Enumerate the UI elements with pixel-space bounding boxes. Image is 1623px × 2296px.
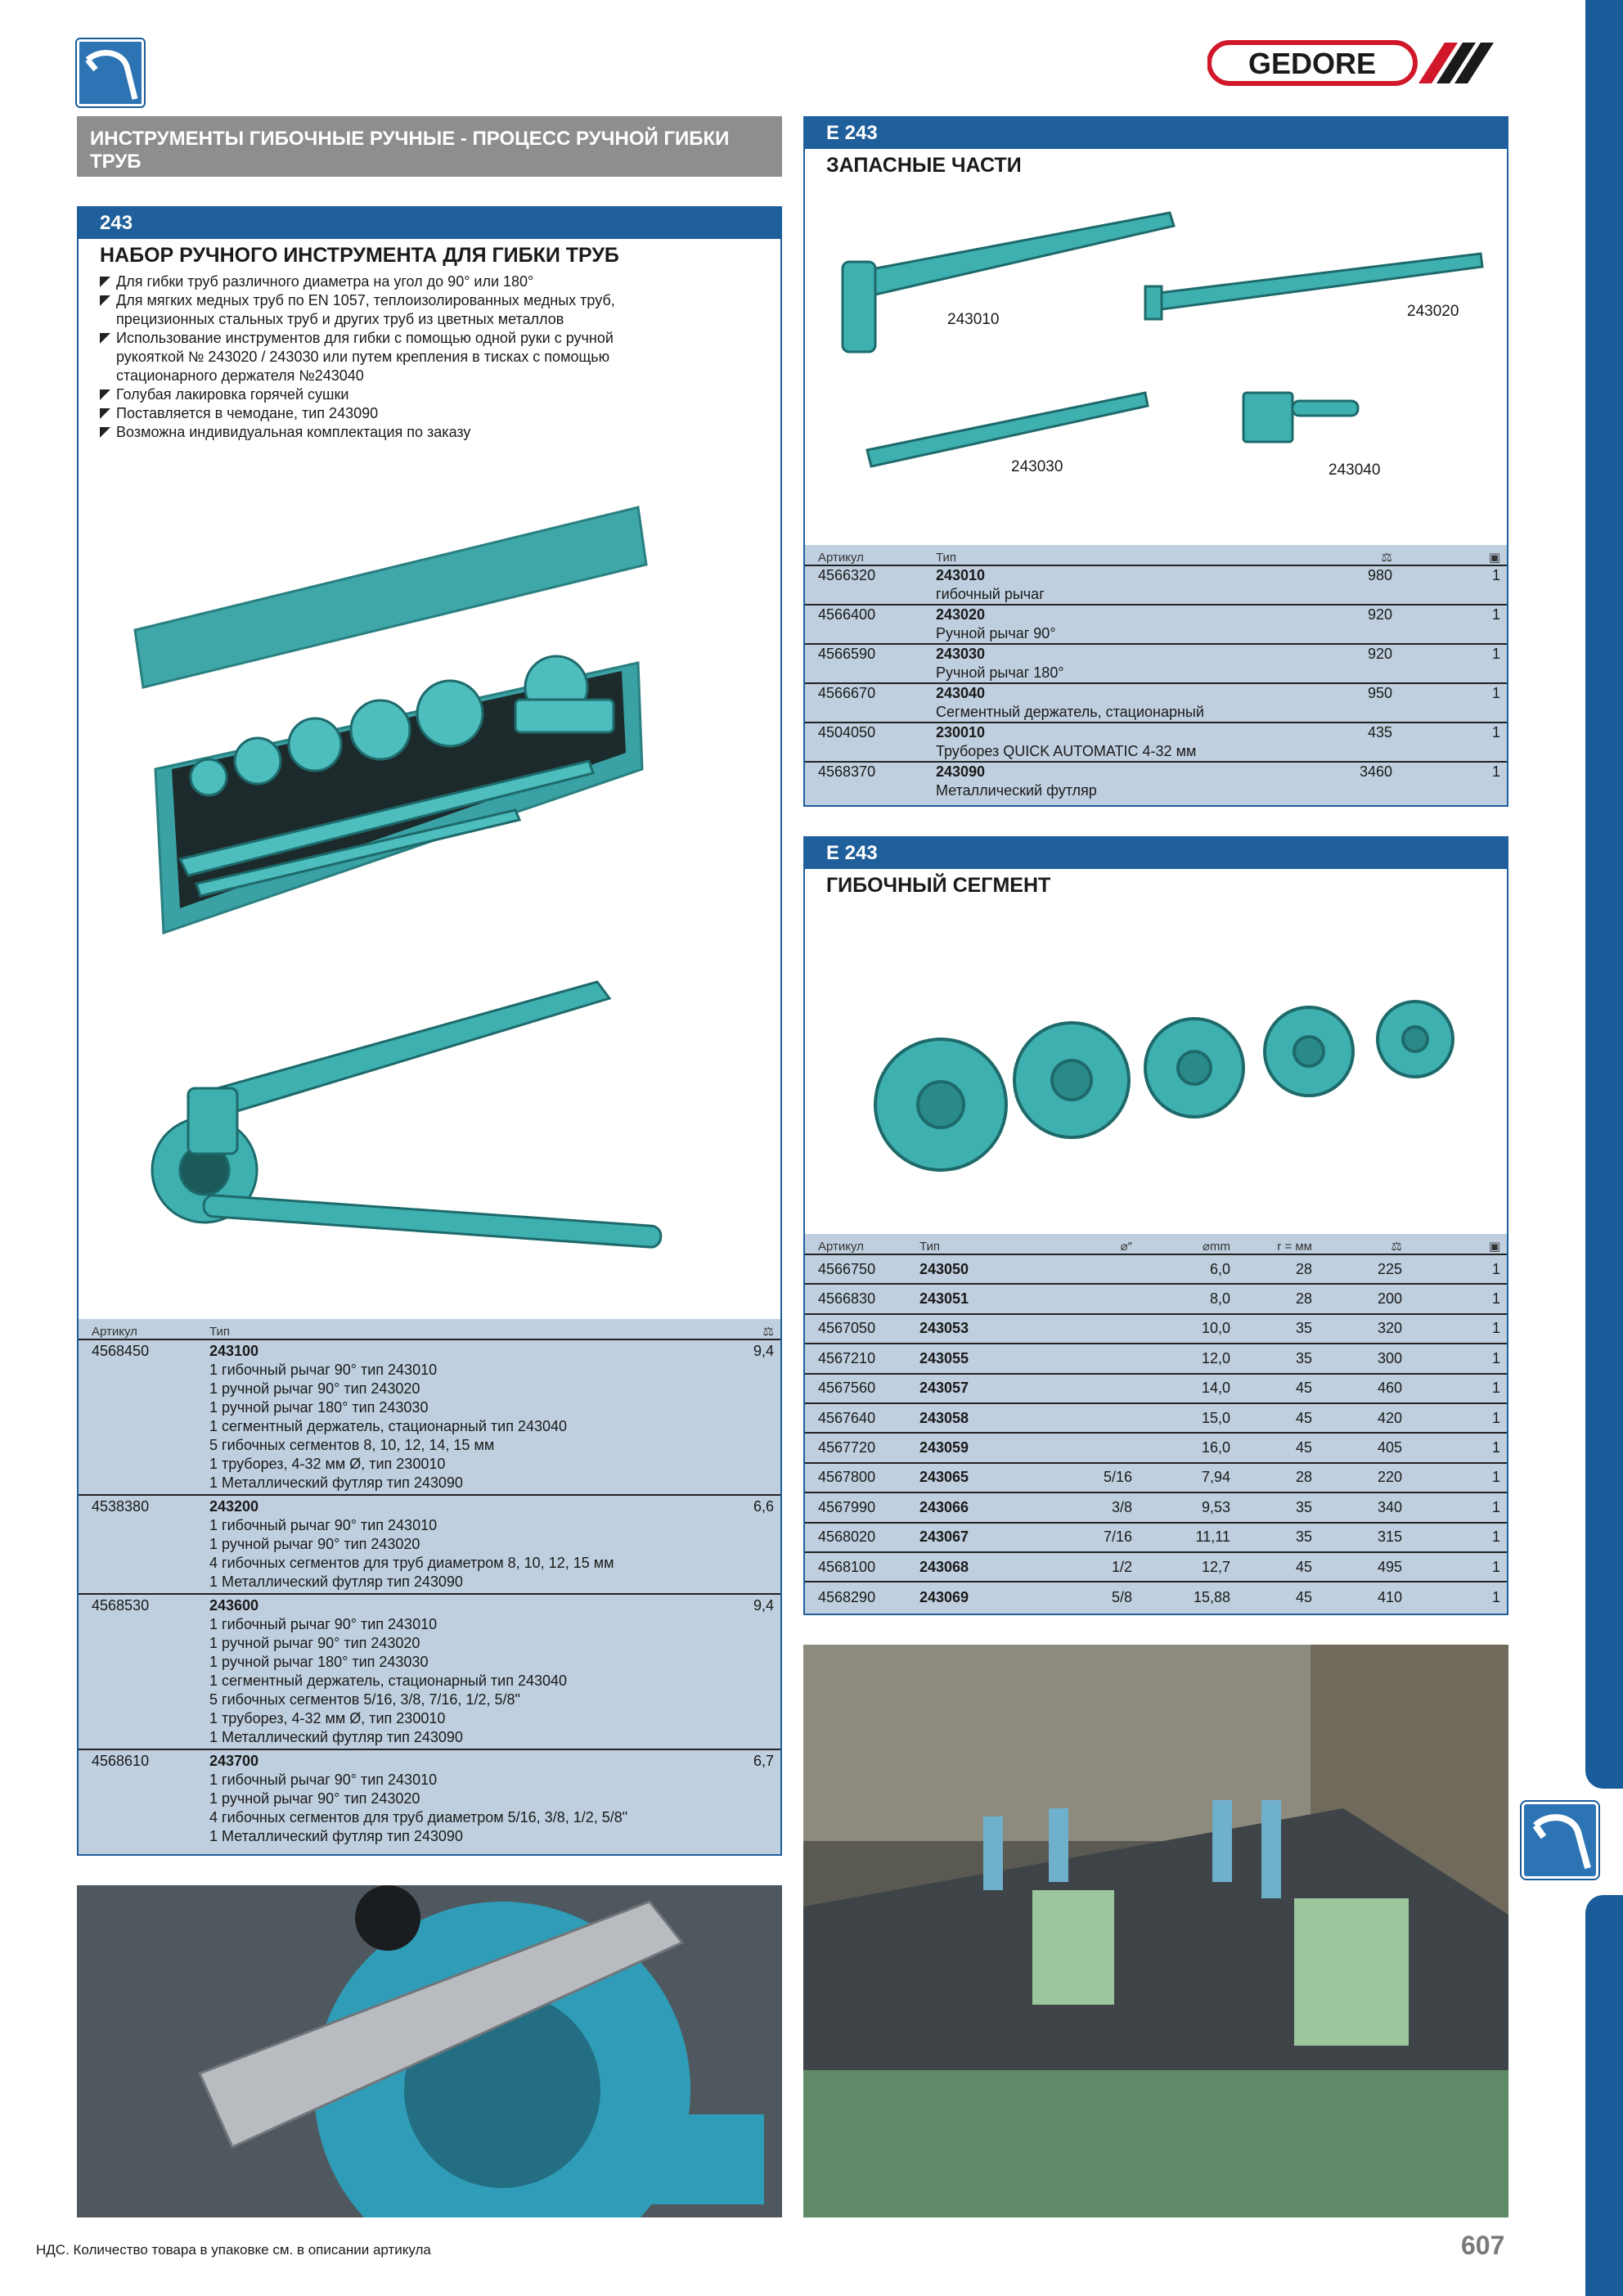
radius-value: 28 bbox=[1295, 1469, 1312, 1486]
table-row bbox=[79, 1750, 780, 1848]
inch-value: 5/8 bbox=[1111, 1588, 1132, 1605]
pipe-bender-icon bbox=[77, 39, 144, 106]
type-number: 243068 bbox=[919, 1558, 969, 1575]
table-row bbox=[805, 1524, 1507, 1553]
quantity-value: 1 bbox=[1491, 724, 1500, 741]
radius-value: 45 bbox=[1295, 1380, 1312, 1397]
article-number: 4567990 bbox=[818, 1498, 876, 1515]
side-tab-bar-lower bbox=[1585, 1895, 1623, 2296]
weight-icon: ⚖ bbox=[762, 1325, 774, 1339]
radius-value: 35 bbox=[1295, 1528, 1312, 1546]
page-number: 607 bbox=[1461, 2231, 1505, 2260]
article-number: 4568100 bbox=[818, 1558, 876, 1575]
content-line: 1 Металлический футляр тип 243090 bbox=[209, 1828, 463, 1844]
article-number: 4568370 bbox=[818, 763, 876, 780]
quantity-value: 1 bbox=[1491, 1498, 1500, 1515]
type-number: 243065 bbox=[919, 1469, 969, 1486]
article-number: 4566320 bbox=[818, 567, 876, 583]
type-number: 243030 bbox=[936, 646, 986, 662]
table-row bbox=[805, 606, 1507, 645]
radius-value: 45 bbox=[1295, 1588, 1312, 1605]
weight-value: 200 bbox=[1377, 1290, 1402, 1308]
content-line: 5 гибочных сегментов 8, 10, 12, 14, 15 мм bbox=[209, 1437, 495, 1453]
article-number: 4568530 bbox=[92, 1597, 150, 1614]
type-number: 243040 bbox=[936, 685, 986, 701]
table-row bbox=[805, 645, 1507, 684]
type-number: 243100 bbox=[209, 1343, 259, 1359]
workshop-photo bbox=[803, 1645, 1508, 2217]
product-code: 243 bbox=[79, 208, 780, 239]
col-type: Тип bbox=[919, 1240, 941, 1254]
content-line: 1 гибочный рычаг 90° тип 243010 bbox=[209, 1362, 438, 1378]
table-header bbox=[805, 1234, 1507, 1255]
table-row bbox=[805, 1315, 1507, 1344]
mm-value: 15,88 bbox=[1193, 1588, 1230, 1605]
table-row bbox=[805, 684, 1507, 723]
type-number: 243600 bbox=[209, 1597, 259, 1614]
radius-value: 35 bbox=[1295, 1320, 1312, 1337]
content-line: 4 гибочных сегментов для труб диаметром 8, 10, 12, 15 мм bbox=[209, 1555, 614, 1571]
feature-item: Возможна индивидуальная комплектация по заказу bbox=[100, 423, 780, 442]
quantity-value: 1 bbox=[1491, 1409, 1500, 1426]
article-number: 4567210 bbox=[818, 1349, 876, 1366]
feature-item: Поставляется в чемодане, тип 243090 bbox=[100, 404, 780, 423]
quantity-value: 1 bbox=[1491, 606, 1500, 623]
table-header bbox=[805, 545, 1507, 566]
article-number: 4504050 bbox=[818, 724, 876, 741]
weight-value: 220 bbox=[1377, 1469, 1402, 1486]
inch-diameter-icon: ⌀″ bbox=[1120, 1240, 1132, 1254]
weight-value: 920 bbox=[1367, 646, 1392, 662]
weight-value: 495 bbox=[1377, 1558, 1402, 1575]
set-contents bbox=[209, 1752, 731, 1846]
weight-value: 410 bbox=[1377, 1588, 1402, 1605]
weight-value: 920 bbox=[1367, 606, 1392, 623]
inch-value: 3/8 bbox=[1111, 1498, 1132, 1515]
content-line: 1 гибочный рычаг 90° тип 243010 bbox=[209, 1517, 438, 1533]
type-description: Ручной рычаг 90° bbox=[936, 625, 1056, 642]
content-line: 1 гибочный рычаг 90° тип 243010 bbox=[209, 1616, 438, 1632]
radius-value: 45 bbox=[1295, 1409, 1312, 1426]
radius-value: 35 bbox=[1295, 1349, 1312, 1366]
product-code: E 243 bbox=[805, 838, 1507, 869]
type-number: 243059 bbox=[919, 1439, 969, 1456]
content-line: 1 Металлический футляр тип 243090 bbox=[209, 1474, 463, 1491]
quantity-value: 1 bbox=[1491, 1290, 1500, 1308]
table-row bbox=[805, 1553, 1507, 1582]
segments-image bbox=[867, 982, 1472, 1186]
weight-value: 3460 bbox=[1359, 763, 1392, 780]
article-number: 4567050 bbox=[818, 1320, 876, 1337]
col-radius: r = мм bbox=[1277, 1240, 1312, 1254]
spare-parts-image bbox=[834, 205, 1489, 507]
quantity-value: 1 bbox=[1491, 1588, 1500, 1605]
article-number: 4566670 bbox=[818, 685, 876, 701]
content-line: 1 Металлический футляр тип 243090 bbox=[209, 1729, 463, 1745]
feature-item-continued: прецизионных стальных труб и других труб из цветных металлов bbox=[116, 311, 564, 327]
col-article: Артикул bbox=[92, 1325, 137, 1339]
quantity-value: 1 bbox=[1491, 1528, 1500, 1546]
mm-diameter-icon: ⌀mm bbox=[1202, 1240, 1230, 1254]
type-number: 243055 bbox=[919, 1349, 969, 1366]
product-title: ГИБОЧНЫЙ СЕГМЕНТ bbox=[826, 874, 1051, 897]
article-number: 4566400 bbox=[818, 606, 876, 623]
article-number: 4566830 bbox=[818, 1290, 876, 1308]
table-row bbox=[805, 1375, 1507, 1404]
article-number: 4567720 bbox=[818, 1439, 876, 1456]
weight-value: 435 bbox=[1367, 724, 1392, 741]
mm-value: 8,0 bbox=[1209, 1290, 1230, 1308]
content-line: 5 гибочных сегментов 5/16, 3/8, 7/16, 1/2, 5/8" bbox=[209, 1691, 520, 1708]
article-number: 4538380 bbox=[92, 1498, 150, 1515]
set-contents bbox=[209, 1342, 731, 1492]
article-number: 4566590 bbox=[818, 646, 876, 662]
mm-value: 12,0 bbox=[1201, 1349, 1230, 1366]
weight-value: 9,4 bbox=[753, 1343, 774, 1359]
type-number: 243053 bbox=[919, 1320, 969, 1337]
pack-icon: ▣ bbox=[1488, 551, 1500, 565]
article-number: 4566750 bbox=[818, 1260, 876, 1277]
product-title: ЗАПАСНЫЕ ЧАСТИ bbox=[826, 154, 1022, 177]
weight-value: 300 bbox=[1377, 1349, 1402, 1366]
article-number: 4567800 bbox=[818, 1469, 876, 1486]
content-line: 1 Металлический футляр тип 243090 bbox=[209, 1573, 463, 1590]
content-line: 1 ручной рычаг 90° тип 243020 bbox=[209, 1536, 420, 1552]
mm-value: 7,94 bbox=[1201, 1469, 1230, 1486]
content-line: 1 ручной рычаг 90° тип 243020 bbox=[209, 1635, 420, 1651]
type-number: 243700 bbox=[209, 1753, 259, 1769]
content-line: 1 сегментный держатель, стационарный тип 243040 bbox=[209, 1418, 568, 1434]
content-line: 1 труборез, 4-32 мм Ø, тип 230010 bbox=[209, 1456, 446, 1472]
article-number: 4568020 bbox=[818, 1528, 876, 1546]
quantity-value: 1 bbox=[1491, 1260, 1500, 1277]
table-row bbox=[805, 1464, 1507, 1493]
article-number: 4568610 bbox=[92, 1753, 150, 1769]
quantity-value: 1 bbox=[1491, 646, 1500, 662]
quantity-value: 1 bbox=[1491, 763, 1500, 780]
type-number: 243200 bbox=[209, 1498, 259, 1515]
quantity-value: 1 bbox=[1491, 1349, 1500, 1366]
mm-value: 16,0 bbox=[1201, 1439, 1230, 1456]
mm-value: 12,7 bbox=[1201, 1558, 1230, 1575]
quantity-value: 1 bbox=[1491, 1380, 1500, 1397]
content-line: 1 труборез, 4-32 мм Ø, тип 230010 bbox=[209, 1710, 446, 1727]
col-type: Тип bbox=[209, 1325, 231, 1339]
article-number: 4567560 bbox=[818, 1380, 876, 1397]
radius-value: 28 bbox=[1295, 1260, 1312, 1277]
col-type: Тип bbox=[936, 551, 957, 565]
bending-closeup-photo bbox=[77, 1885, 782, 2217]
content-line: 1 ручной рычаг 180° тип 243030 bbox=[209, 1654, 429, 1670]
type-number: 243058 bbox=[919, 1409, 969, 1426]
quantity-value: 1 bbox=[1491, 1558, 1500, 1575]
section-header: ИНСТРУМЕНТЫ ГИБОЧНЫЕ РУЧНЫЕ - ПРОЦЕСС РУЧНОЙ ГИБКИ ТРУБ bbox=[77, 116, 782, 177]
type-description: Металлический футляр bbox=[936, 782, 1097, 799]
feature-item-continued: рукояткой № 243020 / 243030 или путем крепления в тисках с помощью bbox=[116, 349, 610, 365]
table-row bbox=[805, 1434, 1507, 1463]
content-line: 1 гибочный рычаг 90° тип 243010 bbox=[209, 1772, 438, 1788]
quantity-value: 1 bbox=[1491, 1439, 1500, 1456]
feature-item: Для мягких медных труб по EN 1057, теплоизолированных медных труб, bbox=[100, 291, 780, 310]
segment-table bbox=[805, 1234, 1507, 1614]
type-number: 243067 bbox=[919, 1528, 969, 1546]
weight-value: 225 bbox=[1377, 1260, 1402, 1277]
weight-value: 6,6 bbox=[753, 1498, 774, 1515]
weight-icon: ⚖ bbox=[1381, 551, 1392, 565]
type-number: 230010 bbox=[936, 724, 986, 741]
spare-parts-table bbox=[805, 545, 1507, 805]
type-number: 243090 bbox=[936, 763, 986, 780]
col-article: Артикул bbox=[818, 551, 864, 565]
inch-value: 7/16 bbox=[1103, 1528, 1132, 1546]
weight-value: 9,4 bbox=[753, 1597, 774, 1614]
table-row bbox=[79, 1595, 780, 1750]
type-number: 243010 bbox=[936, 567, 986, 583]
article-number: 4568450 bbox=[92, 1343, 150, 1359]
mm-value: 15,0 bbox=[1201, 1409, 1230, 1426]
set-contents bbox=[209, 1596, 731, 1747]
weight-value: 6,7 bbox=[753, 1753, 774, 1769]
part-label: 243010 bbox=[947, 311, 1000, 328]
content-line: 1 сегментный держатель, стационарный тип 243040 bbox=[209, 1672, 568, 1689]
inch-value: 1/2 bbox=[1111, 1558, 1132, 1575]
pipe-bender-image bbox=[139, 974, 679, 1268]
quantity-value: 1 bbox=[1491, 685, 1500, 701]
type-description: Труборез QUICK AUTOMATIC 4-32 мм bbox=[936, 743, 1197, 759]
type-number: 243057 bbox=[919, 1380, 969, 1397]
table-row bbox=[805, 1493, 1507, 1523]
product-title: НАБОР РУЧНОГО ИНСТРУМЕНТА ДЛЯ ГИБКИ ТРУБ bbox=[100, 244, 619, 267]
weight-value: 405 bbox=[1377, 1439, 1402, 1456]
feature-item: Для гибки труб различного диаметра на угол до 90° или 180° bbox=[100, 272, 780, 291]
set-contents bbox=[209, 1497, 731, 1591]
table-row bbox=[805, 1404, 1507, 1434]
radius-value: 45 bbox=[1295, 1439, 1312, 1456]
type-number: 243020 bbox=[936, 606, 986, 623]
type-description: Ручной рычаг 180° bbox=[936, 664, 1064, 681]
gedore-logo bbox=[1207, 38, 1502, 88]
type-number: 243051 bbox=[919, 1290, 969, 1308]
part-label: 243040 bbox=[1329, 461, 1381, 479]
radius-value: 35 bbox=[1295, 1498, 1312, 1515]
content-line: 1 ручной рычаг 90° тип 243020 bbox=[209, 1790, 420, 1807]
feature-item-continued: стационарного держателя №243040 bbox=[116, 367, 364, 384]
table-row bbox=[79, 1340, 780, 1496]
article-number: 4568290 bbox=[818, 1588, 876, 1605]
table-row bbox=[805, 1582, 1507, 1612]
mm-value: 14,0 bbox=[1201, 1380, 1230, 1397]
table-row bbox=[79, 1496, 780, 1595]
weight-icon: ⚖ bbox=[1391, 1240, 1402, 1254]
col-article: Артикул bbox=[818, 1240, 864, 1254]
quantity-value: 1 bbox=[1491, 1469, 1500, 1486]
table-header bbox=[79, 1319, 780, 1340]
tool-case-image bbox=[131, 499, 654, 941]
type-description: гибочный рычаг bbox=[936, 586, 1045, 602]
quantity-value: 1 bbox=[1491, 567, 1500, 583]
footer-note: НДС. Количество товара в упаковке см. в описании артикула bbox=[36, 2242, 431, 2258]
pack-icon: ▣ bbox=[1488, 1240, 1500, 1254]
weight-value: 980 bbox=[1367, 567, 1392, 583]
article-number: 4567640 bbox=[818, 1409, 876, 1426]
feature-item: Использование инструментов для гибки с помощью одной руки с ручной bbox=[100, 329, 780, 348]
mm-value: 9,53 bbox=[1201, 1498, 1230, 1515]
type-description: Сегментный держатель, стационарный bbox=[936, 704, 1204, 720]
product-code: E 243 bbox=[805, 118, 1507, 149]
set-table bbox=[79, 1319, 780, 1854]
table-row bbox=[805, 1285, 1507, 1314]
weight-value: 950 bbox=[1367, 685, 1392, 701]
quantity-value: 1 bbox=[1491, 1320, 1500, 1337]
weight-value: 315 bbox=[1377, 1528, 1402, 1546]
table-row bbox=[805, 723, 1507, 763]
feature-list bbox=[79, 268, 780, 442]
weight-value: 420 bbox=[1377, 1409, 1402, 1426]
mm-value: 10,0 bbox=[1201, 1320, 1230, 1337]
inch-value: 5/16 bbox=[1103, 1469, 1132, 1486]
part-label: 243030 bbox=[1011, 458, 1063, 475]
weight-value: 320 bbox=[1377, 1320, 1402, 1337]
feature-item: Голубая лакировка горячей сушки bbox=[100, 385, 780, 404]
content-line: 4 гибочных сегментов для труб диаметром 5/16, 3/8, 1/2, 5/8" bbox=[209, 1809, 628, 1826]
table-row bbox=[805, 566, 1507, 606]
weight-value: 340 bbox=[1377, 1498, 1402, 1515]
type-number: 243050 bbox=[919, 1260, 969, 1277]
table-row bbox=[805, 763, 1507, 802]
weight-value: 460 bbox=[1377, 1380, 1402, 1397]
part-label: 243020 bbox=[1407, 303, 1459, 320]
radius-value: 28 bbox=[1295, 1290, 1312, 1308]
content-line: 1 ручной рычаг 180° тип 243030 bbox=[209, 1399, 429, 1416]
pipe-bender-icon bbox=[1522, 1802, 1598, 1879]
mm-value: 6,0 bbox=[1209, 1260, 1230, 1277]
mm-value: 11,11 bbox=[1195, 1528, 1230, 1546]
side-tab-bar bbox=[1585, 0, 1623, 1789]
table-row bbox=[805, 1344, 1507, 1374]
radius-value: 45 bbox=[1295, 1558, 1312, 1575]
table-row bbox=[805, 1255, 1507, 1285]
content-line: 1 ручной рычаг 90° тип 243020 bbox=[209, 1380, 420, 1397]
type-number: 243066 bbox=[919, 1498, 969, 1515]
type-number: 243069 bbox=[919, 1588, 969, 1605]
logo-text: GEDORE bbox=[1248, 47, 1377, 80]
